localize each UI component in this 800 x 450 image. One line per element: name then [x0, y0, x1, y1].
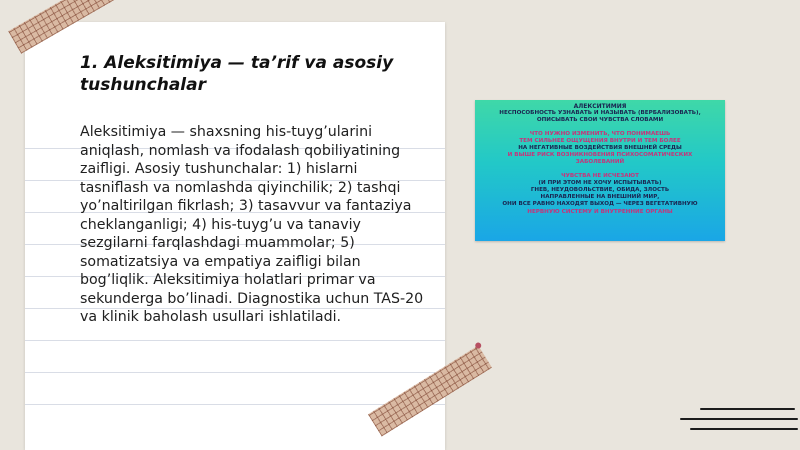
- decor-stroke: [700, 408, 795, 410]
- ruled-line: [25, 372, 445, 373]
- decor-stroke: [680, 418, 798, 420]
- alexithymia-infographic: [475, 100, 725, 241]
- infographic-heading: АЛЕКСИТИМИЯ: [573, 103, 627, 110]
- infographic-line: ОНИ ВСЕ РАВНО НАХОДЯТ ВЫХОД — ЧЕРЕЗ ВЕГЕТАТИВНУЮ: [502, 201, 698, 208]
- slide-title: 1. Aleksitimiya — ta’rif va asosiy tushunchalar: [80, 53, 394, 95]
- infographic-line: НАПРАВЛЕННЫЕ НА ВНЕШНИЙ МИР,: [540, 194, 660, 201]
- infographic-line: ЧУВСТВА НЕ ИСЧЕЗАЮТ: [561, 172, 639, 179]
- infographic-line: ОПИСЫВАТЬ СВОИ ЧУВСТВА СЛОВАМИ: [536, 117, 664, 124]
- infographic-line: ЗАБОЛЕВАНИЙ: [575, 159, 625, 166]
- infographic-line: И ВЫШЕ РИСК ВОЗНИКНОВЕНИЯ ПСИХОСОМАТИЧЕСКИХ: [507, 152, 693, 159]
- infographic-line: ЧТО НУЖНО ИЗМЕНИТЬ, ЧТО ПОНИМАЕШЬ: [529, 130, 671, 137]
- infographic-line: НЕСПОСОБНОСТЬ УЗНАВАТЬ И НАЗЫВАТЬ (ВЕРБАЛИЗОВАТЬ),: [499, 110, 701, 117]
- decor-stroke: [690, 428, 798, 430]
- ruled-line: [25, 340, 445, 341]
- infographic-line: (И ПРИ ЭТОМ НЕ ХОЧУ ИСПЫТЫВАТЬ): [538, 179, 662, 186]
- infographic-line: ГНЕВ, НЕУДОВОЛЬСТВИЕ, ОБИДА, ЗЛОСТЬ: [530, 187, 670, 194]
- infographic-line: НЕРВНУЮ СИСТЕМУ И ВНУТРЕННИЕ ОРГАНЫ: [527, 208, 673, 215]
- infographic-line: НА НЕГАТИВНЫЕ ВОЗДЕЙСТВИЯ ВНЕШНЕЙ СРЕДЫ: [518, 145, 682, 152]
- infographic-line: ТЕМ СИЛЬНЕЕ ОЩУЩЕНИЯ ВНУТРИ И ТЕМ БОЛЕЕ: [519, 137, 681, 144]
- slide-body-text: Aleksitimiya — shaxsning his-tuyg’ularini aniqlash, nomlash va ifodalash qobiliyatining zaifligi. Asosiy tushunchalar: 1) hislarni tasniflash va nomlashda qiyinchilik; 2) tashqi yo’naltirilgan fikrlash; 3) tasavvur va fantaziya cheklanganligi; 4) his-tuyg’u va tanaviy sezgilarni farqlashdagi muammolar; 5) somatizatsiya va empatiya zaifligi bilan bog’liqlik. Aleksitimiya holatlari primar va sekunderga bo’linadi. Diagnostika uchun TAS-20 va klinik baholash usullari ishlatiladi.: [80, 124, 424, 325]
